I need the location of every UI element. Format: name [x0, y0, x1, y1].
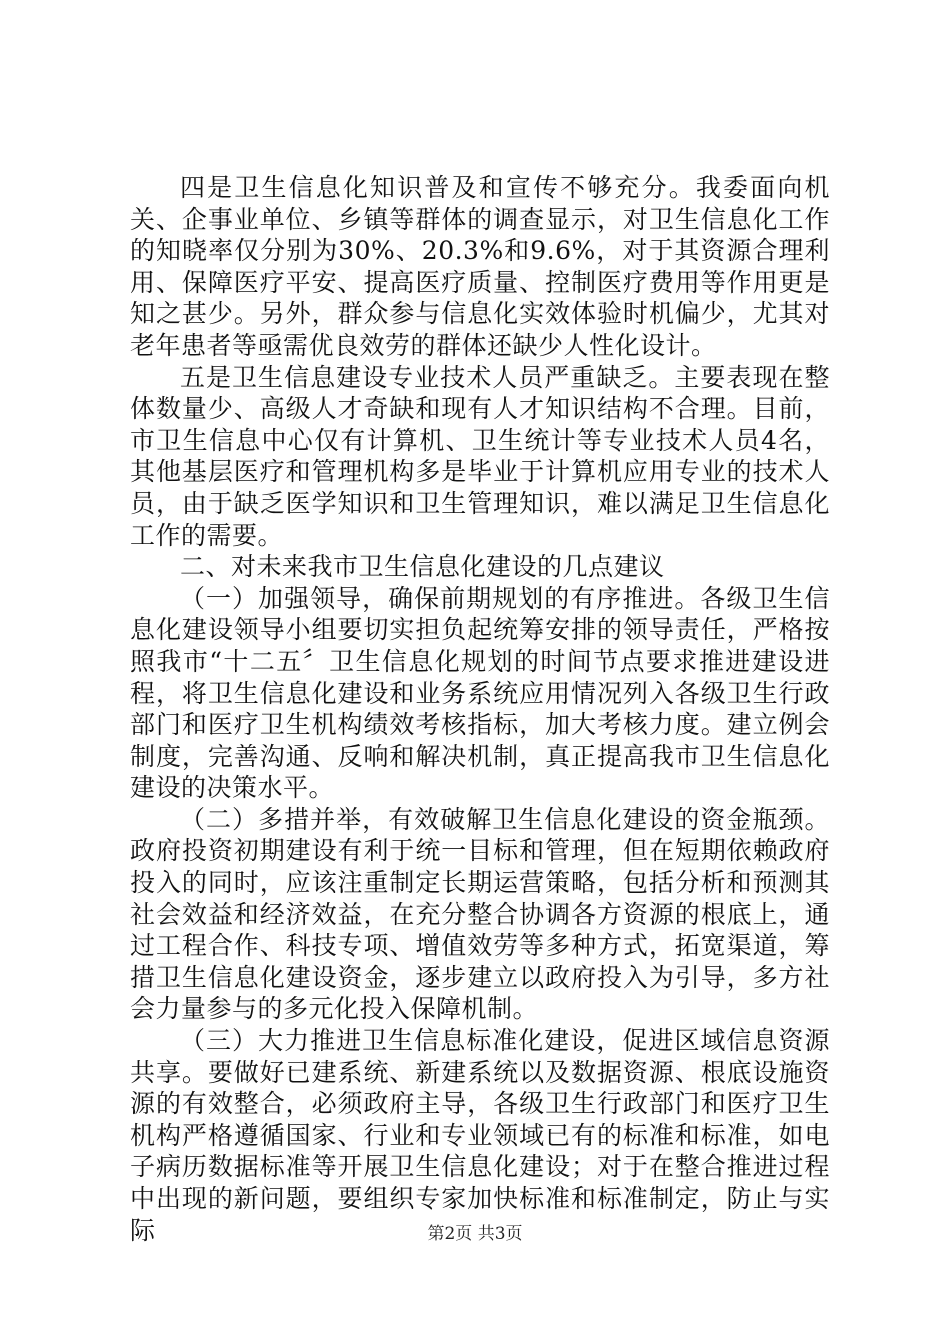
- paragraph-suggestion-2: （二）多措并举，有效破解卫生信息化建设的资金瓶颈。政府投资初期建设有利于统一目标和管理，但在短期依赖政府投入的同时，应该注重制定长期运营策略，包括分析和预测其社会效益和经济效益，在充分整合协调各方资源的根底上，通过工程合作、科技专项、增值效劳等多种方式，拓宽渠道，筹措卫生信息化建设资金，逐步建立以政府投入为引导，多方社会力量参与的多元化投入保障机制。: [130, 804, 830, 1024]
- paragraph-item-4-awareness: 四是卫生信息化知识普及和宣传不够充分。我委面向机关、企事业单位、乡镇等群体的调查显示，对卫生信息化工作的知晓率仅分别为30%、20.3%和9.6%，对于其资源合理利用、保障医疗平安、提高医疗质量、控制医疗费用等作用更是知之甚少。另外，群众参与信息化实效体验时机偏少，尤其对老年患者等亟需优良效劳的群体还缺少人性化设计。: [130, 173, 830, 360]
- document-body: [130, 172, 830, 1246]
- page-footer: 第2页 共3页: [427, 1224, 523, 1244]
- section-heading-suggestions: 二、对未来我市卫生信息化建设的几点建议: [180, 552, 665, 582]
- paragraph-suggestion-3: （三）大力推进卫生信息标准化建设，促进区域信息资源共享。要做好已建系统、新建系统以及数据资源、根底设施资源的有效整合，必须政府主导，各级卫生行政部门和医疗卫生机构严格遵循国家、行业和专业领域已有的标准和标准，如电子病历数据标准等开展卫生信息化建设；对于在整合推进过程中出现的新问题，要组织专家加快标准和标准制定，防止与实际: [130, 1026, 830, 1245]
- paragraph-item-5-staffing: 五是卫生信息建设专业技术人员严重缺乏。主要表现在整体数量少、高级人才奇缺和现有人才知识结构不合理。目前，市卫生信息中心仅有计算机、卫生统计等专业技术人员4名，其他基层医疗和管理机构多是毕业于计算机应用专业的技术人员，由于缺乏医学知识和卫生管理知识，难以满足卫生信息化工作的需要。: [130, 362, 830, 550]
- paragraph-suggestion-1: （一）加强领导，确保前期规划的有序推进。各级卫生信息化建设领导小组要切实担负起统筹安排的领导责任，严格按照我市“十二五〞卫生信息化规划的时间节点要求推进建设进程，将卫生信息化建设和业务系统应用情况列入各级卫生行政部门和医疗卫生机构绩效考核指标，加大考核力度。建立例会制度，完善沟通、反响和解决机制，真正提高我市卫生信息化建设的决策水平。: [130, 583, 830, 803]
